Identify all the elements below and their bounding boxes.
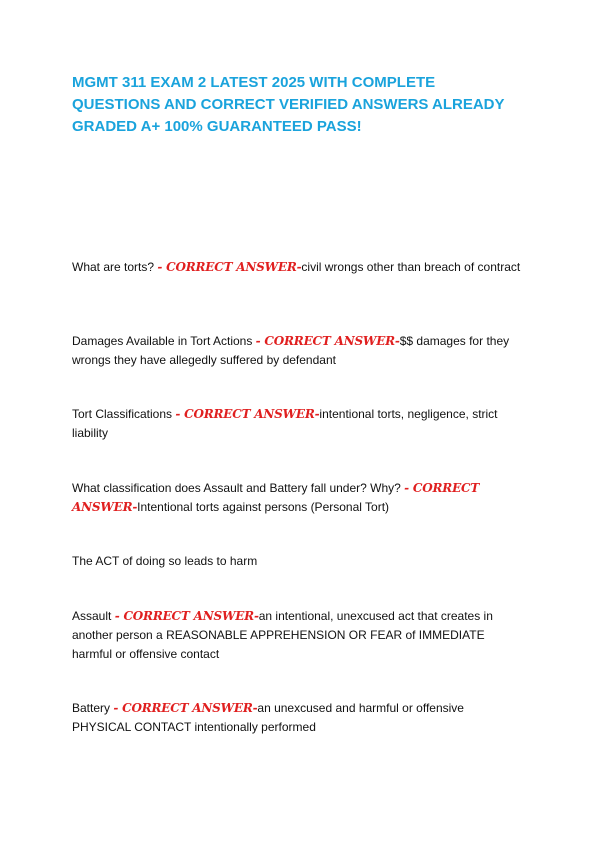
question-text: Battery [72,701,114,715]
question-text: What are torts? [72,260,158,274]
correct-answer-marker: - CORRECT ANSWER- [175,407,320,421]
answer-text: an intentional, unexcused act that creates in another person a REASONABLE APPREHENSION OR FEAR of IMMEDIATE harmful or offensive contact [72,609,493,661]
question-text: What classification does Assault and Battery fall under? Why? [72,481,405,495]
answer-text: $$ damages for they wrongs they have allegedly suffered by defendant [72,334,510,367]
correct-answer-marker: - CORRECT ANSWER- [113,701,258,715]
answer-text: civil wrongs other than breach of contract [301,260,521,274]
qa-entry-assault-battery-class [72,479,522,517]
question-text: Assault [72,609,115,623]
correct-answer-marker: - CORRECT ANSWER- [255,334,400,348]
document-title: MGMT 311 EXAM 2 LATEST 2025 WITH COMPLETE QUESTIONS AND CORRECT VERIFIED ANSWERS ALREADY GRADED A+ 100% GUARANTEED PASS! [72,74,505,135]
qa-entry-torts [72,258,522,277]
qa-entry-battery [72,699,522,737]
answer-text: Intentional torts against persons (Personal Tort) [137,500,390,514]
question-text: Damages Available in Tort Actions [72,334,256,348]
correct-answer-marker: - CORRECT ANSWER- [72,481,480,514]
qa-entry-damages [72,332,522,370]
answer-text: an unexcused and harmful or offensive PHYSICAL CONTACT intentionally performed [72,701,464,734]
correct-answer-marker: - CORRECT ANSWER- [114,609,259,623]
answer-text: intentional torts, negligence, strict liability [72,407,498,440]
qa-entry-assault [72,607,522,664]
correct-answer-marker: - CORRECT ANSWER- [157,260,302,274]
qa-entry-classifications [72,405,522,443]
question-text: Tort Classifications [72,407,176,421]
plain-note: The ACT of doing so leads to harm [72,554,258,568]
